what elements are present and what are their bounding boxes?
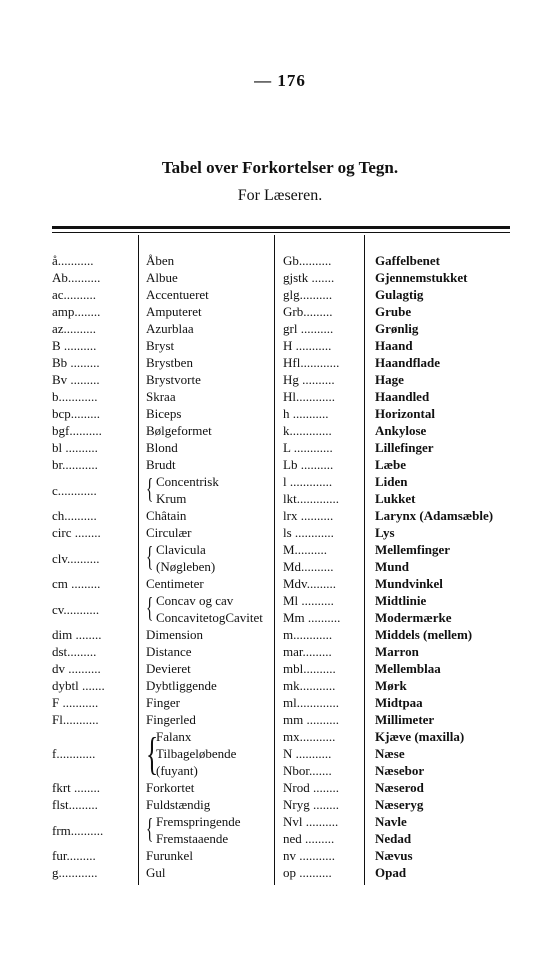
table-row — [52, 796, 512, 813]
abbreviation: ls ............ — [283, 525, 334, 540]
header-rule-thick — [52, 226, 510, 229]
table-row — [52, 337, 512, 354]
abbreviation: Mdv......... — [283, 576, 336, 591]
abbreviation: mar......... — [283, 644, 332, 659]
abbreviation: bcp......... — [52, 406, 101, 421]
table-row — [52, 473, 512, 490]
meaning: Næse — [375, 746, 405, 761]
table-row — [52, 354, 512, 371]
abbreviation: H ........... — [283, 338, 332, 353]
abbreviation: grl .......... — [283, 321, 334, 336]
abbreviation: f............ — [52, 746, 96, 761]
abbreviation: mbl.......... — [283, 661, 336, 676]
meaning-line: ConcavitetogCavitet — [156, 610, 263, 625]
abbreviation: b............ — [52, 389, 98, 404]
meaning: Haand — [375, 338, 413, 353]
meaning-group — [140, 728, 277, 779]
meaning: Liden — [375, 474, 408, 489]
page-number: — 176 — [254, 71, 306, 90]
meaning: Circulær — [146, 525, 192, 540]
meaning: Gulagtig — [375, 287, 424, 302]
abbreviation: ned ......... — [283, 831, 335, 846]
meaning: Bryst — [146, 338, 175, 353]
meaning: Larynx (Adamsæble) — [375, 508, 494, 523]
brace-symbol: { — [146, 593, 154, 624]
brace-symbol: { — [146, 542, 154, 573]
table-row — [52, 779, 512, 796]
meaning-line: Fremspringende — [156, 814, 241, 829]
abbreviation: lkt............. — [283, 491, 339, 506]
abbreviation: Mm .......... — [283, 610, 341, 625]
meaning-group — [140, 541, 277, 575]
meaning: Lukket — [375, 491, 416, 506]
meaning: Brudt — [146, 457, 176, 472]
meaning: Mørk — [375, 678, 407, 693]
abbreviation: Nryg ........ — [283, 797, 339, 812]
table-row — [52, 286, 512, 303]
table-row — [52, 694, 512, 711]
abbreviation: az.......... — [52, 321, 97, 336]
abbreviation: h ........... — [283, 406, 329, 421]
meaning: Næserod — [375, 780, 424, 795]
table-row — [52, 439, 512, 456]
abbreviation: Fl........... — [52, 712, 99, 727]
table-row — [52, 660, 512, 677]
meaning: Haandflade — [375, 355, 441, 370]
meaning: Distance — [146, 644, 192, 659]
abbreviation: Hfl............ — [283, 355, 340, 370]
meaning-line: Fremstaaende — [156, 831, 229, 846]
table-row — [52, 269, 512, 286]
abbreviation: Lb .......... — [283, 457, 334, 472]
meaning-line: Krum — [156, 491, 187, 506]
abbreviation: frm.......... — [52, 822, 104, 838]
abbreviation: br........... — [52, 457, 98, 472]
table-row — [52, 592, 512, 609]
meaning: Dybtliggende — [146, 678, 217, 693]
abbreviation: Nbor....... — [283, 763, 332, 778]
brace-symbol: { — [146, 814, 154, 845]
meaning-line: Clavicula — [156, 542, 206, 557]
abbreviation: op .......... — [283, 865, 332, 880]
meaning-group — [140, 813, 277, 847]
abbreviation: fur......... — [52, 848, 96, 863]
abbreviation: Bv ......... — [52, 372, 100, 387]
meaning: Nedad — [375, 831, 412, 846]
abbreviation: Ab.......... — [52, 270, 101, 285]
meaning: Fuldstændig — [146, 797, 211, 812]
abbreviation: å........... — [52, 253, 94, 268]
table-row — [52, 456, 512, 473]
table-row — [52, 677, 512, 694]
abbreviation: Nrod ........ — [283, 780, 339, 795]
meaning: Opad — [375, 865, 407, 880]
abbreviation: dim ........ — [52, 627, 102, 642]
meaning: Forkortet — [146, 780, 195, 795]
meaning-line: Concav og cav — [156, 593, 234, 608]
abbreviation: fkrt ........ — [52, 780, 101, 795]
table-row — [52, 847, 512, 864]
abbreviation: Hg .......... — [283, 372, 335, 387]
meaning: Mellemblaa — [375, 661, 441, 676]
abbreviation: Bb ......... — [52, 355, 100, 370]
abbreviation: cv........... — [52, 601, 100, 617]
abbreviation: bgf.......... — [52, 423, 102, 438]
abbreviation: circ ........ — [52, 525, 101, 540]
page-title: Tabel over Forkortelser og Tegn. — [161, 158, 399, 177]
abbreviation: mx........... — [283, 729, 336, 744]
abbreviation: amp........ — [52, 304, 101, 319]
meaning: Bølgeformet — [146, 423, 212, 438]
meaning: Modermærke — [375, 610, 452, 625]
abbreviation: mm .......... — [283, 712, 339, 727]
meaning: Châtain — [146, 508, 187, 523]
meaning: Lillefinger — [375, 440, 434, 455]
table-row — [52, 864, 512, 881]
meaning: Marron — [375, 644, 419, 659]
abbreviation: B .......... — [52, 338, 97, 353]
meaning: Skraa — [146, 389, 176, 404]
meaning: Lys — [375, 525, 395, 540]
meaning: Amputeret — [146, 304, 202, 319]
abbreviation: nv ........... — [283, 848, 335, 863]
abbreviation: l ............. — [283, 474, 333, 489]
meaning: Midtlinie — [375, 593, 427, 608]
abbreviation: Ml .......... — [283, 593, 334, 608]
table-row — [52, 320, 512, 337]
meaning: Næseryg — [375, 797, 424, 812]
table-row — [52, 388, 512, 405]
meaning: Grønlig — [375, 321, 419, 336]
abbreviation: L ............ — [283, 440, 333, 455]
meaning: Midtpaa — [375, 695, 423, 710]
meaning: Middels (mellem) — [375, 627, 473, 642]
meaning: Gjennemstukket — [375, 270, 468, 285]
abbreviation: lrx .......... — [283, 508, 334, 523]
abbreviation-table — [52, 252, 512, 881]
page-subtitle: For Læseren. — [237, 187, 323, 204]
meaning: Albue — [146, 270, 178, 285]
meaning: Grube — [375, 304, 412, 319]
abbreviation: c............ — [52, 482, 97, 498]
meaning: Navle — [375, 814, 407, 829]
meaning: Accentueret — [146, 287, 209, 302]
meaning: Azurblaa — [146, 321, 194, 336]
abbreviation: ch.......... — [52, 508, 97, 523]
meaning-line: Falanx — [156, 729, 192, 744]
abbreviation: dybtl ....... — [52, 678, 105, 693]
meaning: Finger — [146, 695, 180, 710]
abbreviation: Gb.......... — [283, 253, 332, 268]
table-row — [52, 405, 512, 422]
meaning: Mundvinkel — [375, 576, 443, 591]
brace-symbol: { — [146, 728, 159, 779]
abbreviation: M.......... — [283, 542, 328, 557]
abbreviation: gjstk ....... — [283, 270, 335, 285]
meaning-group — [140, 473, 277, 507]
table-row — [52, 303, 512, 320]
meaning: Millimeter — [375, 712, 435, 727]
abbreviation: cm ......... — [52, 576, 101, 591]
abbreviation: m............ — [283, 627, 333, 642]
abbreviation: F ........... — [52, 695, 99, 710]
abbreviation: mk........... — [283, 678, 336, 693]
meaning: Furunkel — [146, 848, 193, 863]
meaning: Fingerled — [146, 712, 196, 727]
abbreviation: Hl............ — [283, 389, 335, 404]
brace-symbol: { — [146, 474, 154, 505]
meaning: Gul — [146, 865, 166, 880]
meaning-line: Concentrisk — [156, 474, 219, 489]
abbreviation: Md.......... — [283, 559, 334, 574]
meaning: Mellemfinger — [375, 542, 451, 557]
meaning: Nævus — [375, 848, 413, 863]
meaning: Blond — [146, 440, 178, 455]
table-row — [52, 711, 512, 728]
meaning: Biceps — [146, 406, 182, 421]
abbreviation: dst......... — [52, 644, 97, 659]
abbreviation: Nvl .......... — [283, 814, 339, 829]
meaning: Ankylose — [375, 423, 427, 438]
meaning: Næsebor — [375, 763, 425, 778]
abbreviation: clv.......... — [52, 550, 100, 566]
abbreviation: N ........... — [283, 746, 332, 761]
table-row — [52, 371, 512, 388]
table-row — [52, 541, 512, 558]
meaning: Mund — [375, 559, 409, 574]
abbreviation: ml............. — [283, 695, 339, 710]
meaning: Dimension — [146, 627, 204, 642]
meaning-line: (fuyant) — [156, 763, 198, 778]
table-row — [52, 252, 512, 269]
abbreviation: g............ — [52, 865, 98, 880]
abbreviation: k............. — [283, 423, 332, 438]
abbreviation: Grb......... — [283, 304, 333, 319]
meaning: Brystben — [146, 355, 193, 370]
table-row — [52, 524, 512, 541]
meaning: Brystvorte — [146, 372, 201, 387]
table-row — [52, 575, 512, 592]
meaning-group — [140, 592, 277, 626]
meaning: Hage — [375, 372, 404, 387]
meaning: Kjæve (maxilla) — [375, 729, 465, 744]
abbreviation: flst......... — [52, 797, 98, 812]
abbreviation: ac.......... — [52, 287, 97, 302]
meaning: Gaffelbenet — [375, 253, 440, 268]
table-row — [52, 626, 512, 643]
meaning-line: Tilbageløbende — [156, 746, 237, 761]
table-row — [52, 507, 512, 524]
abbreviation: dv .......... — [52, 661, 101, 676]
table-row — [52, 813, 512, 830]
meaning: Haandled — [375, 389, 430, 404]
meaning: Læbe — [375, 457, 407, 472]
table-row — [52, 643, 512, 660]
meaning: Åben — [146, 253, 175, 268]
meaning: Devieret — [146, 661, 191, 676]
header-rule-thin — [52, 232, 510, 233]
abbreviation: glg.......... — [283, 287, 333, 302]
table-row — [52, 728, 512, 745]
meaning: Horizontal — [375, 406, 435, 421]
abbreviation: bl .......... — [52, 440, 98, 455]
meaning-line: (Nøgleben) — [156, 559, 216, 574]
meaning: Centimeter — [146, 576, 204, 591]
table-row — [52, 422, 512, 439]
